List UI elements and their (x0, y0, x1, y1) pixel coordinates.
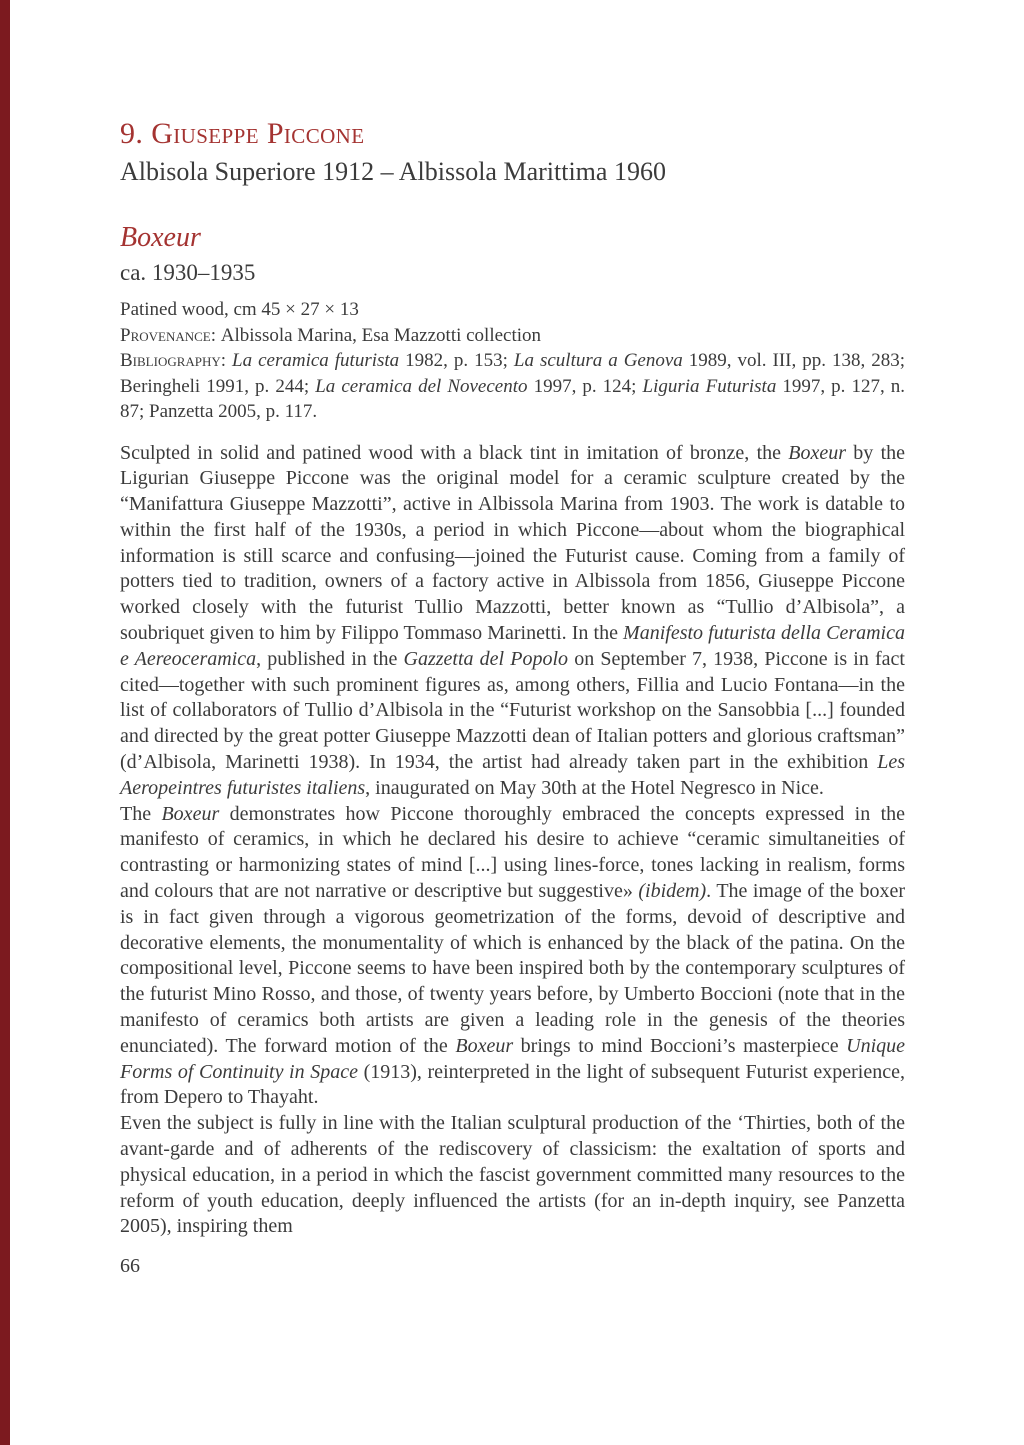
entry-header (120, 117, 905, 190)
provenance-line: Provenance: Albissola Marina, Esa Mazzotti collection (120, 324, 542, 346)
body-paragraph: Sculpted in solid and patined wood with a black tint in imitation of bronze, the Boxeur by the Ligurian Giuseppe Piccone was the original model for a ceramic sculpture created by the “Manifattura Giuseppe Mazzotti”, active in Albissola Marina from 1903. The work is datable to within the first half of the 1930s, a period in which Piccone—about whom the biographical information is still scarce and confusing—joined the Futurist cause. Coming from a family of potters tied to tradition, owners of a factory active in Albissola from 1856, Giuseppe Piccone worked closely with the futurist Tullio Mazzotti, better known as “Tullio d’Albisola”, a soubriquet given to him by Filippo Tommaso Marinetti. In the Manifesto futurista della Ceramica e Aereoceramica, published in the Gazzetta del Popolo on September 7, 1938, Piccone is in fact cited—together with such prominent figures as, among others, Fillia and Lucio Fontana—in the list of collaborators of Tullio d’Albisola in the “Futurist workshop on the Sansobbia [...] founded and directed by the great potter Giuseppe Mazzotti dean of Italian potters and glorious craftsman” (d’Albisola, Marinetti 1938). In 1934, the artist had already taken part in the exhibition Les Aeropeintres futuristes italiens, inaugurated on May 30th at the Hotel Negresco in Nice. (120, 441, 906, 799)
artwork-title: Boxeur (120, 222, 201, 253)
entry-heading: 9. Giuseppe Piccone (120, 117, 365, 150)
artwork-dating: ca. 1930–1935 (120, 260, 256, 285)
artwork-medium: Patined wood, cm 45 × 27 × 13 (120, 299, 359, 320)
bibliography-line: Bibliography: La ceramica futurista 1982, p. 153; La scultura a Genova 1989, vol. III, pp. 138, 283; Beringheli 1991, p. 244; La ceramica del Novecento 1997, p. 124; Liguria Futurista 1997, p. 127, n. 87; Panzetta 2005, p. 117. (120, 350, 906, 422)
body-paragraph: Even the subject is fully in line with the Italian sculptural production of the ‘Thirties, both of the avant-garde and of adherents of the rediscovery of classicism: the exaltation of sports and physical education, in a period in which the fascist government committed many resources to the reform of youth education, deeply influenced the artists (for an in-depth inquiry, see Panzetta 2005), inspiring them (120, 1112, 905, 1238)
artwork-info (120, 222, 905, 288)
artist-life-dates: Albisola Superiore 1912 – Albissola Marittima 1960 (120, 157, 666, 186)
catalog-details (120, 297, 905, 425)
body-paragraph: The Boxeur demonstrates how Piccone thoroughly embraced the concepts expressed in the manifesto of ceramics, in which he declared his desire to achieve “ceramic simultaneities of contrasting or harmonizing states of mind [...] using lines-force, tones lacking in realism, forms and colours that are not narrative or descriptive but suggestive» (ibidem). The image of the boxer is in fact given through a vigorous geometrization of the forms, devoid of descriptive and decorative elements, the monumentality of which is enhanced by the black of the patina. On the compositional level, Piccone seems to have been inspired both by the contemporary sculptures of the futurist Mino Rosso, and those, of twenty years before, by Umberto Boccioni (note that in the manifesto of ceramics both artists are given a leading role in the genesis of the theories enunciated). The forward motion of the Boxeur brings to mind Boccioni’s masterpiece Unique Forms of Continuity in Space (1913), reinterpreted in the light of subsequent Futurist experience, from Depero to Thayaht. (120, 802, 906, 1109)
essay-text (120, 441, 905, 1241)
page-footer (120, 1254, 905, 1278)
page-number: 66 (120, 1255, 140, 1278)
